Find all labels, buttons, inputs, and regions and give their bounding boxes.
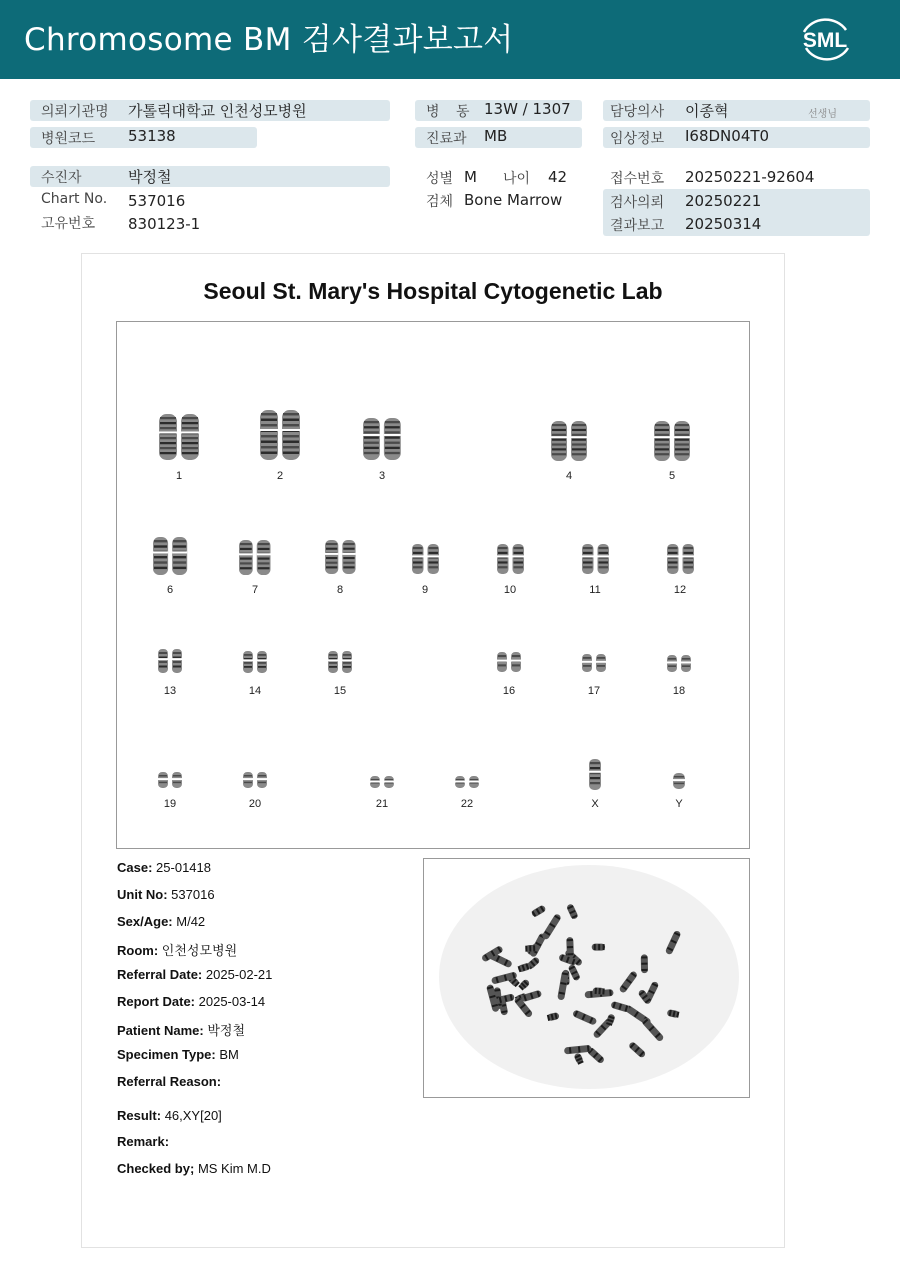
- logo-text: SML: [802, 29, 848, 52]
- chromosome-label-12: 12: [673, 584, 687, 596]
- chromosome-label-y: Y: [675, 798, 683, 810]
- chromosome-1-icon: [156, 414, 202, 460]
- chromosome-label-17: 17: [587, 685, 601, 697]
- chromosome-7-icon: [236, 540, 274, 575]
- chromosome-4-icon: [548, 421, 590, 461]
- chromosome-label-15: 15: [333, 685, 347, 697]
- chromosome-6-icon: [150, 537, 190, 575]
- dept-label: 진료과: [426, 131, 467, 147]
- chromosome-label-5: 5: [668, 470, 676, 482]
- sml-logo-icon: [796, 12, 854, 66]
- chart-no-value: 537016: [128, 192, 186, 210]
- chromosome-label-19: 19: [163, 798, 177, 810]
- report-date-label: 결과보고: [610, 218, 665, 234]
- chromosome-label-1: 1: [175, 470, 183, 482]
- case-row: Case: 25-01418: [117, 860, 211, 875]
- chromosome-13-icon: [155, 649, 185, 673]
- clinical-value: I68DN04T0: [685, 127, 770, 145]
- ward-label: 병 동: [426, 104, 476, 120]
- doctor-value: 이종혁: [685, 102, 729, 120]
- chromosome-label-2: 2: [276, 470, 284, 482]
- institution-value: 가톨릭대학교 인천성모병원: [128, 102, 307, 120]
- chromosome-label-21: 21: [375, 798, 389, 810]
- result-row: Result: 46,XY[20]: [117, 1108, 222, 1123]
- receipt-no-label: 접수번호: [610, 171, 665, 187]
- checked-by-row: Checked by; MS Kim M.D: [117, 1161, 271, 1176]
- doctor-label: 담당의사: [610, 104, 665, 120]
- chromosome-10-icon: [494, 544, 527, 574]
- patient-bar: [30, 166, 390, 187]
- specimen-label: 검체: [426, 194, 454, 210]
- chromosome-22-icon: [452, 776, 482, 788]
- chromosome-16-icon: [494, 652, 524, 672]
- chromosome-15-icon: [325, 651, 355, 673]
- sex-age-row: Sex/Age: M/42: [117, 914, 206, 929]
- hospital-code-label: 병원코드: [41, 131, 96, 147]
- chromosome-5-icon: [651, 421, 693, 461]
- chromosome-3-icon: [360, 418, 404, 460]
- chromosome-label-4: 4: [565, 470, 573, 482]
- chromosome-label-13: 13: [163, 685, 177, 697]
- chromosome-label-3: 3: [378, 470, 386, 482]
- patient-value: 박정철: [128, 168, 172, 186]
- ward-value: 13W / 1307: [484, 100, 571, 118]
- chart-no-label: Chart No.: [41, 191, 108, 207]
- chromosome-label-7: 7: [251, 584, 259, 596]
- chromosome-label-18: 18: [672, 685, 686, 697]
- chromosome-label-11: 11: [589, 584, 601, 596]
- karyogram-panel: [116, 321, 750, 849]
- report-date-row: Report Date: 2025-03-14: [117, 994, 266, 1009]
- hospital-code-value: 53138: [128, 127, 176, 145]
- chromosome-8-icon: [322, 540, 359, 574]
- unit-row: Unit No: 537016: [117, 887, 215, 902]
- specimen-type-row: Specimen Type: BM: [117, 1047, 239, 1062]
- chromosome-label-9: 9: [421, 584, 429, 596]
- chromosome-9-icon: [409, 544, 442, 574]
- chromosome-label-6: 6: [166, 584, 174, 596]
- report-title: Chromosome BM 검사결과보고서: [24, 22, 514, 58]
- sex-value: M: [464, 168, 477, 186]
- chromosome-label-8: 8: [336, 584, 344, 596]
- chromosome-19-icon: [155, 772, 185, 788]
- unique-id-label: 고유번호: [41, 216, 96, 232]
- chromosome-12-icon: [664, 544, 697, 574]
- age-label: 나이: [503, 171, 531, 187]
- institution-label: 의뢰기관명: [41, 104, 109, 120]
- chromosome-label-x: X: [591, 798, 599, 810]
- request-date-label: 검사의뢰: [610, 195, 665, 211]
- chromosome-21-icon: [367, 776, 397, 788]
- sex-label: 성별: [426, 171, 454, 187]
- request-date-value: 20250221: [685, 192, 762, 210]
- report-date-value: 20250314: [685, 215, 762, 233]
- chromosome-2-icon: [257, 410, 303, 460]
- room-row: Room: 인천성모병원: [117, 943, 238, 958]
- chromosome-11-icon: [579, 544, 612, 574]
- chromosome-label-16: 16: [502, 685, 516, 697]
- dept-value: MB: [484, 127, 508, 145]
- chromosome-label-20: 20: [248, 798, 262, 810]
- karyotype-report: [81, 253, 785, 1248]
- patient-name-row: Patient Name: 박정철: [117, 1023, 246, 1038]
- remark-row: Remark:: [117, 1134, 170, 1149]
- report-header: [0, 0, 900, 79]
- chromosome-y-icon: [667, 773, 691, 789]
- chromosome-14-icon: [240, 651, 270, 673]
- patient-label: 수진자: [41, 170, 82, 186]
- chromosome-label-14: 14: [248, 685, 262, 697]
- chromosome-label-22: 22: [460, 798, 474, 810]
- metaphase-image: [423, 858, 750, 1098]
- specimen-value: Bone Marrow: [464, 191, 563, 209]
- referral-date-row: Referral Date: 2025-02-21: [117, 967, 273, 982]
- chromosome-x-icon: [583, 759, 607, 790]
- clinical-label: 임상정보: [610, 131, 665, 147]
- chromosome-17-icon: [579, 654, 609, 672]
- metaphase-spread-icon: [424, 859, 749, 1097]
- unique-id-value: 830123-1: [128, 215, 201, 233]
- chromosome-20-icon: [240, 772, 270, 788]
- receipt-no-value: 20250221-92604: [685, 168, 815, 186]
- referral-reason-row: Referral Reason:: [117, 1074, 222, 1089]
- lab-title: Seoul St. Mary's Hospital Cytogenetic Lab: [203, 278, 663, 304]
- chromosome-label-10: 10: [503, 584, 517, 596]
- age-value: 42: [548, 168, 568, 186]
- chromosome-18-icon: [664, 655, 694, 672]
- doctor-suffix: 선생님: [808, 109, 837, 120]
